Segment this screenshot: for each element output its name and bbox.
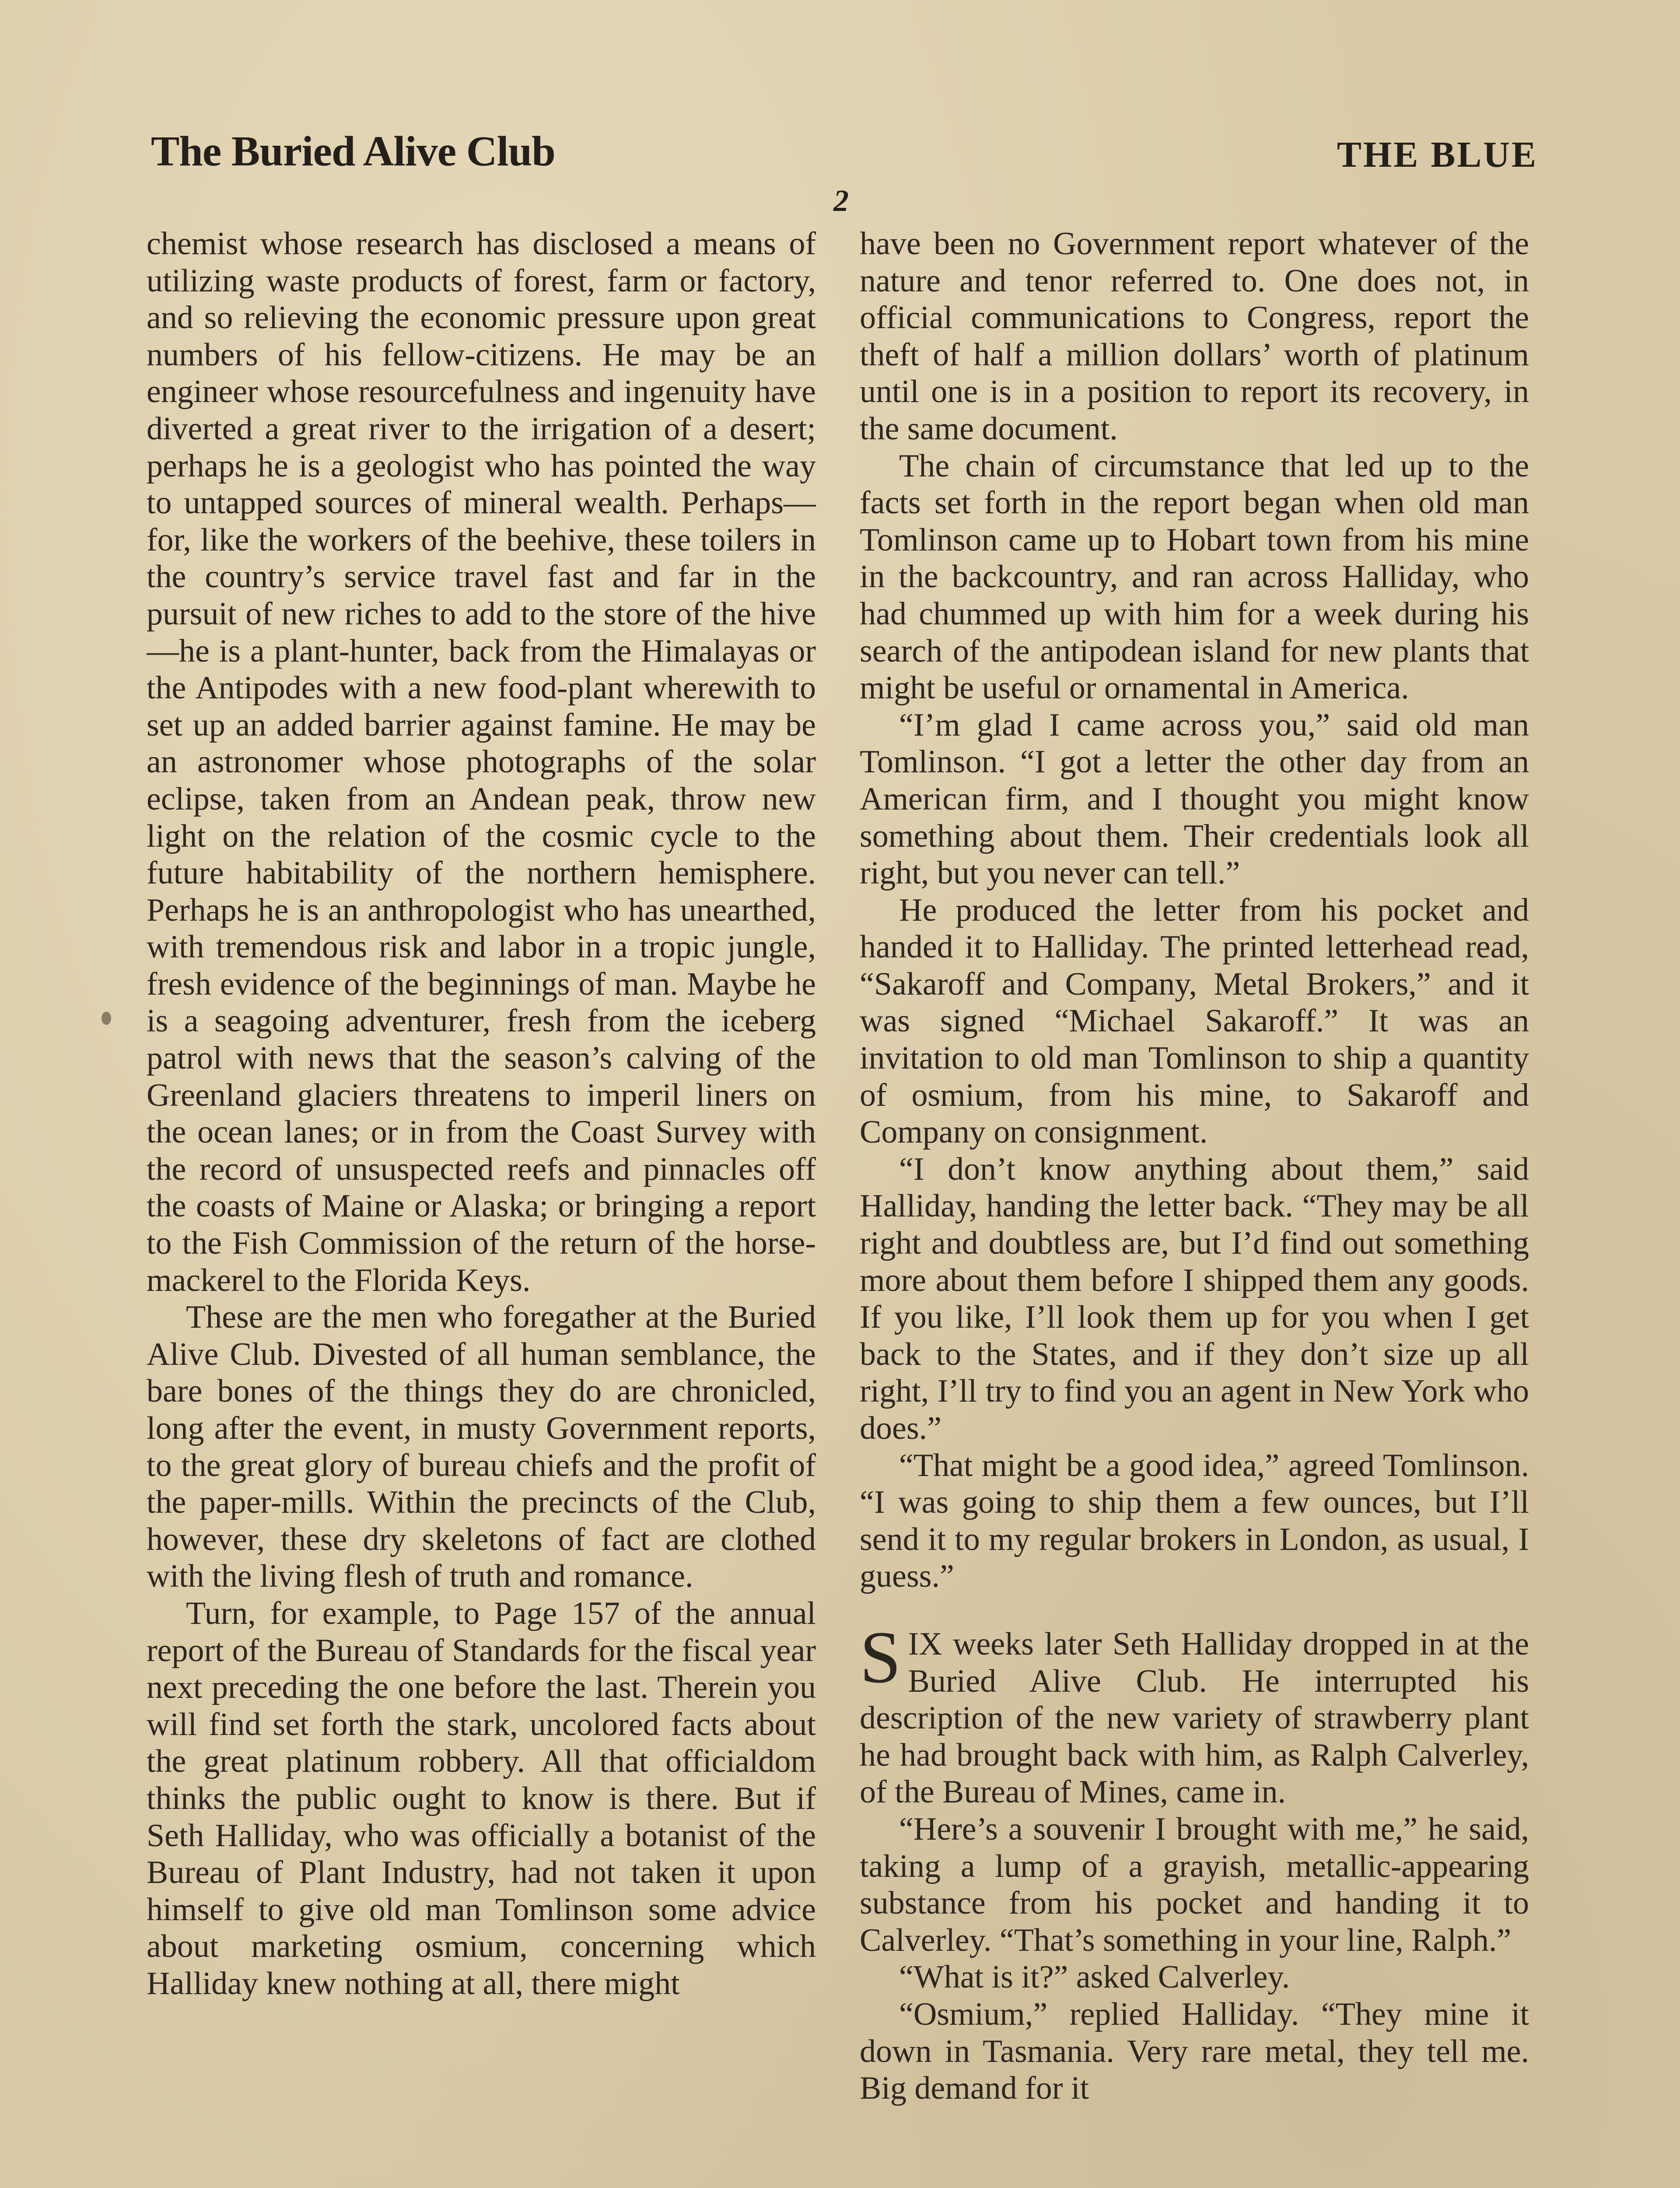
right-text-column <box>860 225 1529 2188</box>
section-opening-paragraph <box>860 1616 1529 1811</box>
running-title: The Buried Alive Club <box>151 128 555 175</box>
paragraph: have been no Government report whatever of the nature and tenor referred to. One does not, in official communications to Congress, report the theft of half a million dollars’ worth of platinum until one is in a position to report its recovery, in the same document. <box>860 226 1529 447</box>
paragraph: “I’m glad I came across you,” said old man Tomlinson. “I got a letter the other day from an American firm, and I thought you might know something about them. Their credentials look all right, but you never can tell.” <box>860 707 1529 891</box>
paragraph: “I don’t know anything about them,” said Halliday, handing the letter back. “They may be all right and doubtless are, but I’d find out something more about them before I shipped them any goods. If you like, I’ll look them up for you when I get back to the States, and if they don’t size up all right, I’ll try to find you an agent in New York who does.” <box>860 1151 1529 1446</box>
paragraph: “What is it?” asked Calverley. <box>899 1959 1290 1995</box>
paragraph-text: IX weeks later Seth Halliday dropped in at the Buried Alive Club. He interrupted his description of the new variety of strawberry plant he had brought back with him, as Ralph Calverley, of the Bureau of Mines, came in. <box>860 1626 1529 1810</box>
paragraph: “Osmium,” replied Halliday. “They mine it down in Tasmania. Very rare metal, they tell me. Big demand for it <box>860 1996 1529 2107</box>
magazine-title: THE BLUE <box>1337 134 1538 175</box>
paragraph: “Here’s a souvenir I brought with me,” he said, taking a lump of a grayish, metallic-appearing substance from his pocket and handing it to Calverley. “That’s something in your line, Ralph.” <box>860 1811 1529 1958</box>
paragraph: Turn, for example, to Page 157 of the annual report of the Bureau of Standards for the fiscal year next preceding the one before the last. Therein you will find set forth the stark, uncolored facts about the great platinum robbery. All that officialdom thinks the public ought to know is there. But if Seth Halliday, who was officially a botanist of the Bureau of Plant Industry, had not taken it upon himself to give old man Tomlinson some advice about marketing osmium, concerning which Halliday knew nothing at all, there might <box>147 1595 816 2002</box>
ink-spot <box>102 1012 111 1025</box>
paragraph: chemist whose research has disclosed a means of utilizing waste products of forest, farm or factory, and so relieving the economic pressure upon great numbers of his fellow-citizens. He may be an engineer whose resourcefulness and ingenuity have diverted a great river to the irrigation of a desert; perhaps he is a geologist who has pointed the way to untapped sources of mineral wealth. Perhaps—for, like the workers of the beehive, these toilers in the country’s service travel fast and far in the pursuit of new riches to add to the store of the hive—he is a plant-hunter, back from the Himalayas or the Antipodes with a new food-plant wherewith to set up an added barrier against famine. He may be an astronomer whose photographs of the solar eclipse, taken from an Andean peak, throw new light on the relation of the cosmic cycle to the future habitability of the northern hemisphere. Perhaps he is an anthropologist who has unearthed, with tremendous risk and labor in a tropic jungle, fresh evidence of the beginnings of man. Maybe he is a seagoing adventurer, fresh from the iceberg patrol with news that the season’s calving of the Greenland glaciers threatens to imperil liners on the ocean lanes; or in from the Coast Survey with the record of unsuspected reefs and pinnacles off the coasts of Maine or Alaska; or bringing a report to the Fish Commission of the return of the horse-mackerel to the Florida Keys. <box>147 226 816 1298</box>
left-text-column <box>147 225 816 2188</box>
paragraph: These are the men who foregather at the Buried Alive Club. Divested of all human semblance, the bare bones of the things they do are chronicled, long after the event, in musty Government reports, to the great glory of bureau chiefs and the profit of the paper-mills. Within the precincts of the Club, however, these dry skeletons of fact are clothed with the living flesh of truth and romance. <box>147 1299 816 1595</box>
paragraph: “That might be a good idea,” agreed Tomlinson. “I was going to ship them a few ounces, but I’ll send it to my regular brokers in London, as usual, I guess.” <box>860 1447 1529 1595</box>
drop-cap: S <box>860 1616 901 1698</box>
paragraph: He produced the letter from his pocket and handed it to Halliday. The printed letterhead read, “Sakaroff and Company, Metal Brokers,” and it was signed “Michael Sakaroff.” It was an invitation to old man Tomlinson to ship a quantity of osmium, from his mine, to Sakaroff and Company on consignment. <box>860 892 1529 1150</box>
page-number: 2 <box>833 184 849 218</box>
paragraph: The chain of circumstance that led up to the facts set forth in the report began when old man Tomlinson came up to Hobart town from his mine in the backcountry, and ran across Halliday, who had chummed up with him for a week during his search of the antipodean island for new plants that might be useful or ornamental in America. <box>860 448 1529 706</box>
